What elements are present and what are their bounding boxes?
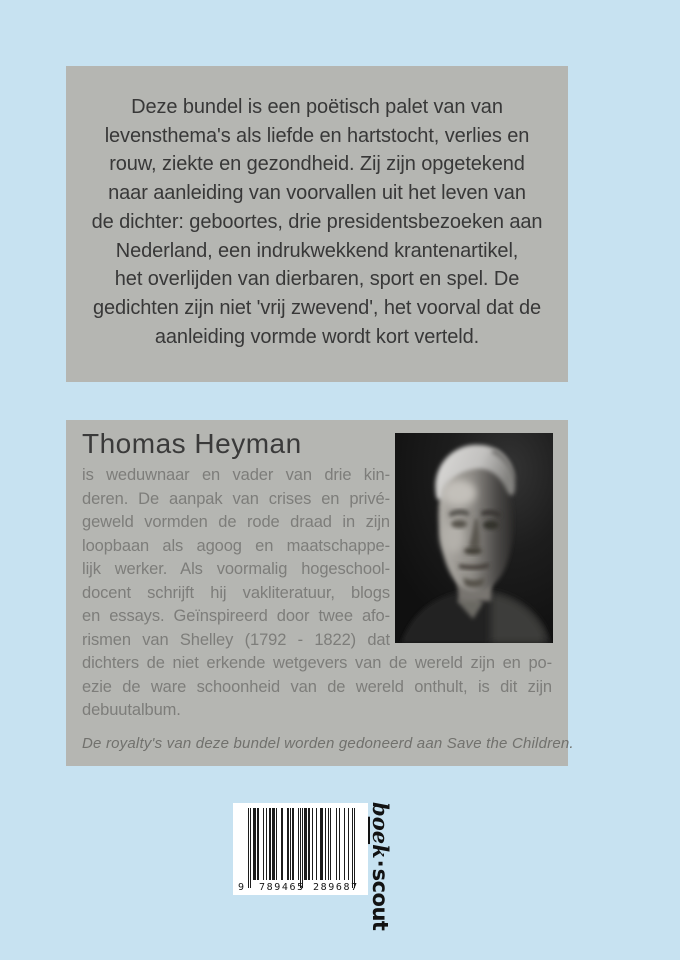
author-portrait-photo <box>395 433 553 643</box>
synopsis-line: levensthema's als liefde en hartstocht, verlies en <box>104 124 530 147</box>
royalty-note: De royalty's van deze bundel worden gedoneerd aan Save the Children. <box>82 735 574 752</box>
bio-line: docent schrijft hij vakliteratuur, blogs <box>82 583 390 602</box>
bio-line: loopbaan als agoog en maatschappe- <box>82 536 390 555</box>
synopsis-line: Nederland, een indrukwekkend krantenartikel, <box>115 239 519 262</box>
bio-line: dichters de niet erkende wetgevers van de wereld zijn en po- <box>82 654 552 672</box>
bio-line: is weduwnaar en vader van drie kin- <box>82 466 390 484</box>
bio-line: debuutalbum. <box>82 701 181 719</box>
bio-line: lijk werker. Als voormalig hogeschool- <box>82 560 390 578</box>
logo-scout: scout <box>368 868 392 931</box>
synopsis-line: het overlijden van dierbaren, sport en spel. De <box>114 268 520 291</box>
publisher-logo <box>367 802 391 930</box>
synopsis-line: gedichten zijn niet 'vrij zwevend', het voorval dat de <box>92 296 542 319</box>
synopsis-line: Deze bundel is een poëtisch palet van van <box>131 96 503 118</box>
barcode-panel <box>233 803 368 895</box>
barcode-bars <box>248 808 355 888</box>
synopsis-line: de dichter: geboortes, drie presidentsbezoeken aan <box>91 210 543 233</box>
synopsis-line: aanleiding vormde wordt kort verteld. <box>154 325 480 348</box>
isbn-digit-first: 9 <box>238 882 245 893</box>
bio-line: geweld vormden de rode draad in zijn <box>82 513 390 531</box>
bio-line: deren. De aanpak van crises en privé- <box>82 489 390 508</box>
logo-dot: · <box>368 859 392 868</box>
author-bio-wide <box>82 652 552 723</box>
isbn-digits-right: 289687 <box>313 882 359 893</box>
author-panel <box>66 420 574 766</box>
synopsis-line: rouw, ziekte en gezondheid. Zij zijn opgetekend <box>109 153 525 176</box>
synopsis-panel <box>66 66 568 382</box>
isbn-digits <box>233 881 368 893</box>
synopsis-line: naar aanleiding van voorvallen uit het leven van <box>108 182 526 205</box>
synopsis-text <box>66 93 568 351</box>
logo-boek-k: k <box>368 844 393 859</box>
author-bio-narrow <box>82 464 390 652</box>
bio-line: ezie de ware schoonheid van de wereld onthult, is dit zijn <box>82 677 552 696</box>
isbn-digits-left: 789465 <box>259 882 305 893</box>
logo-boek-oe: oe <box>368 816 393 845</box>
bio-line: rismen van Shelley (1792 - 1822) dat <box>82 630 390 649</box>
bio-line: en essays. Geïnspireerd door twee afo- <box>82 607 390 625</box>
author-name: Thomas Heyman <box>82 428 302 459</box>
logo-boek-b: b <box>368 802 393 817</box>
barcode-bar <box>354 808 355 888</box>
